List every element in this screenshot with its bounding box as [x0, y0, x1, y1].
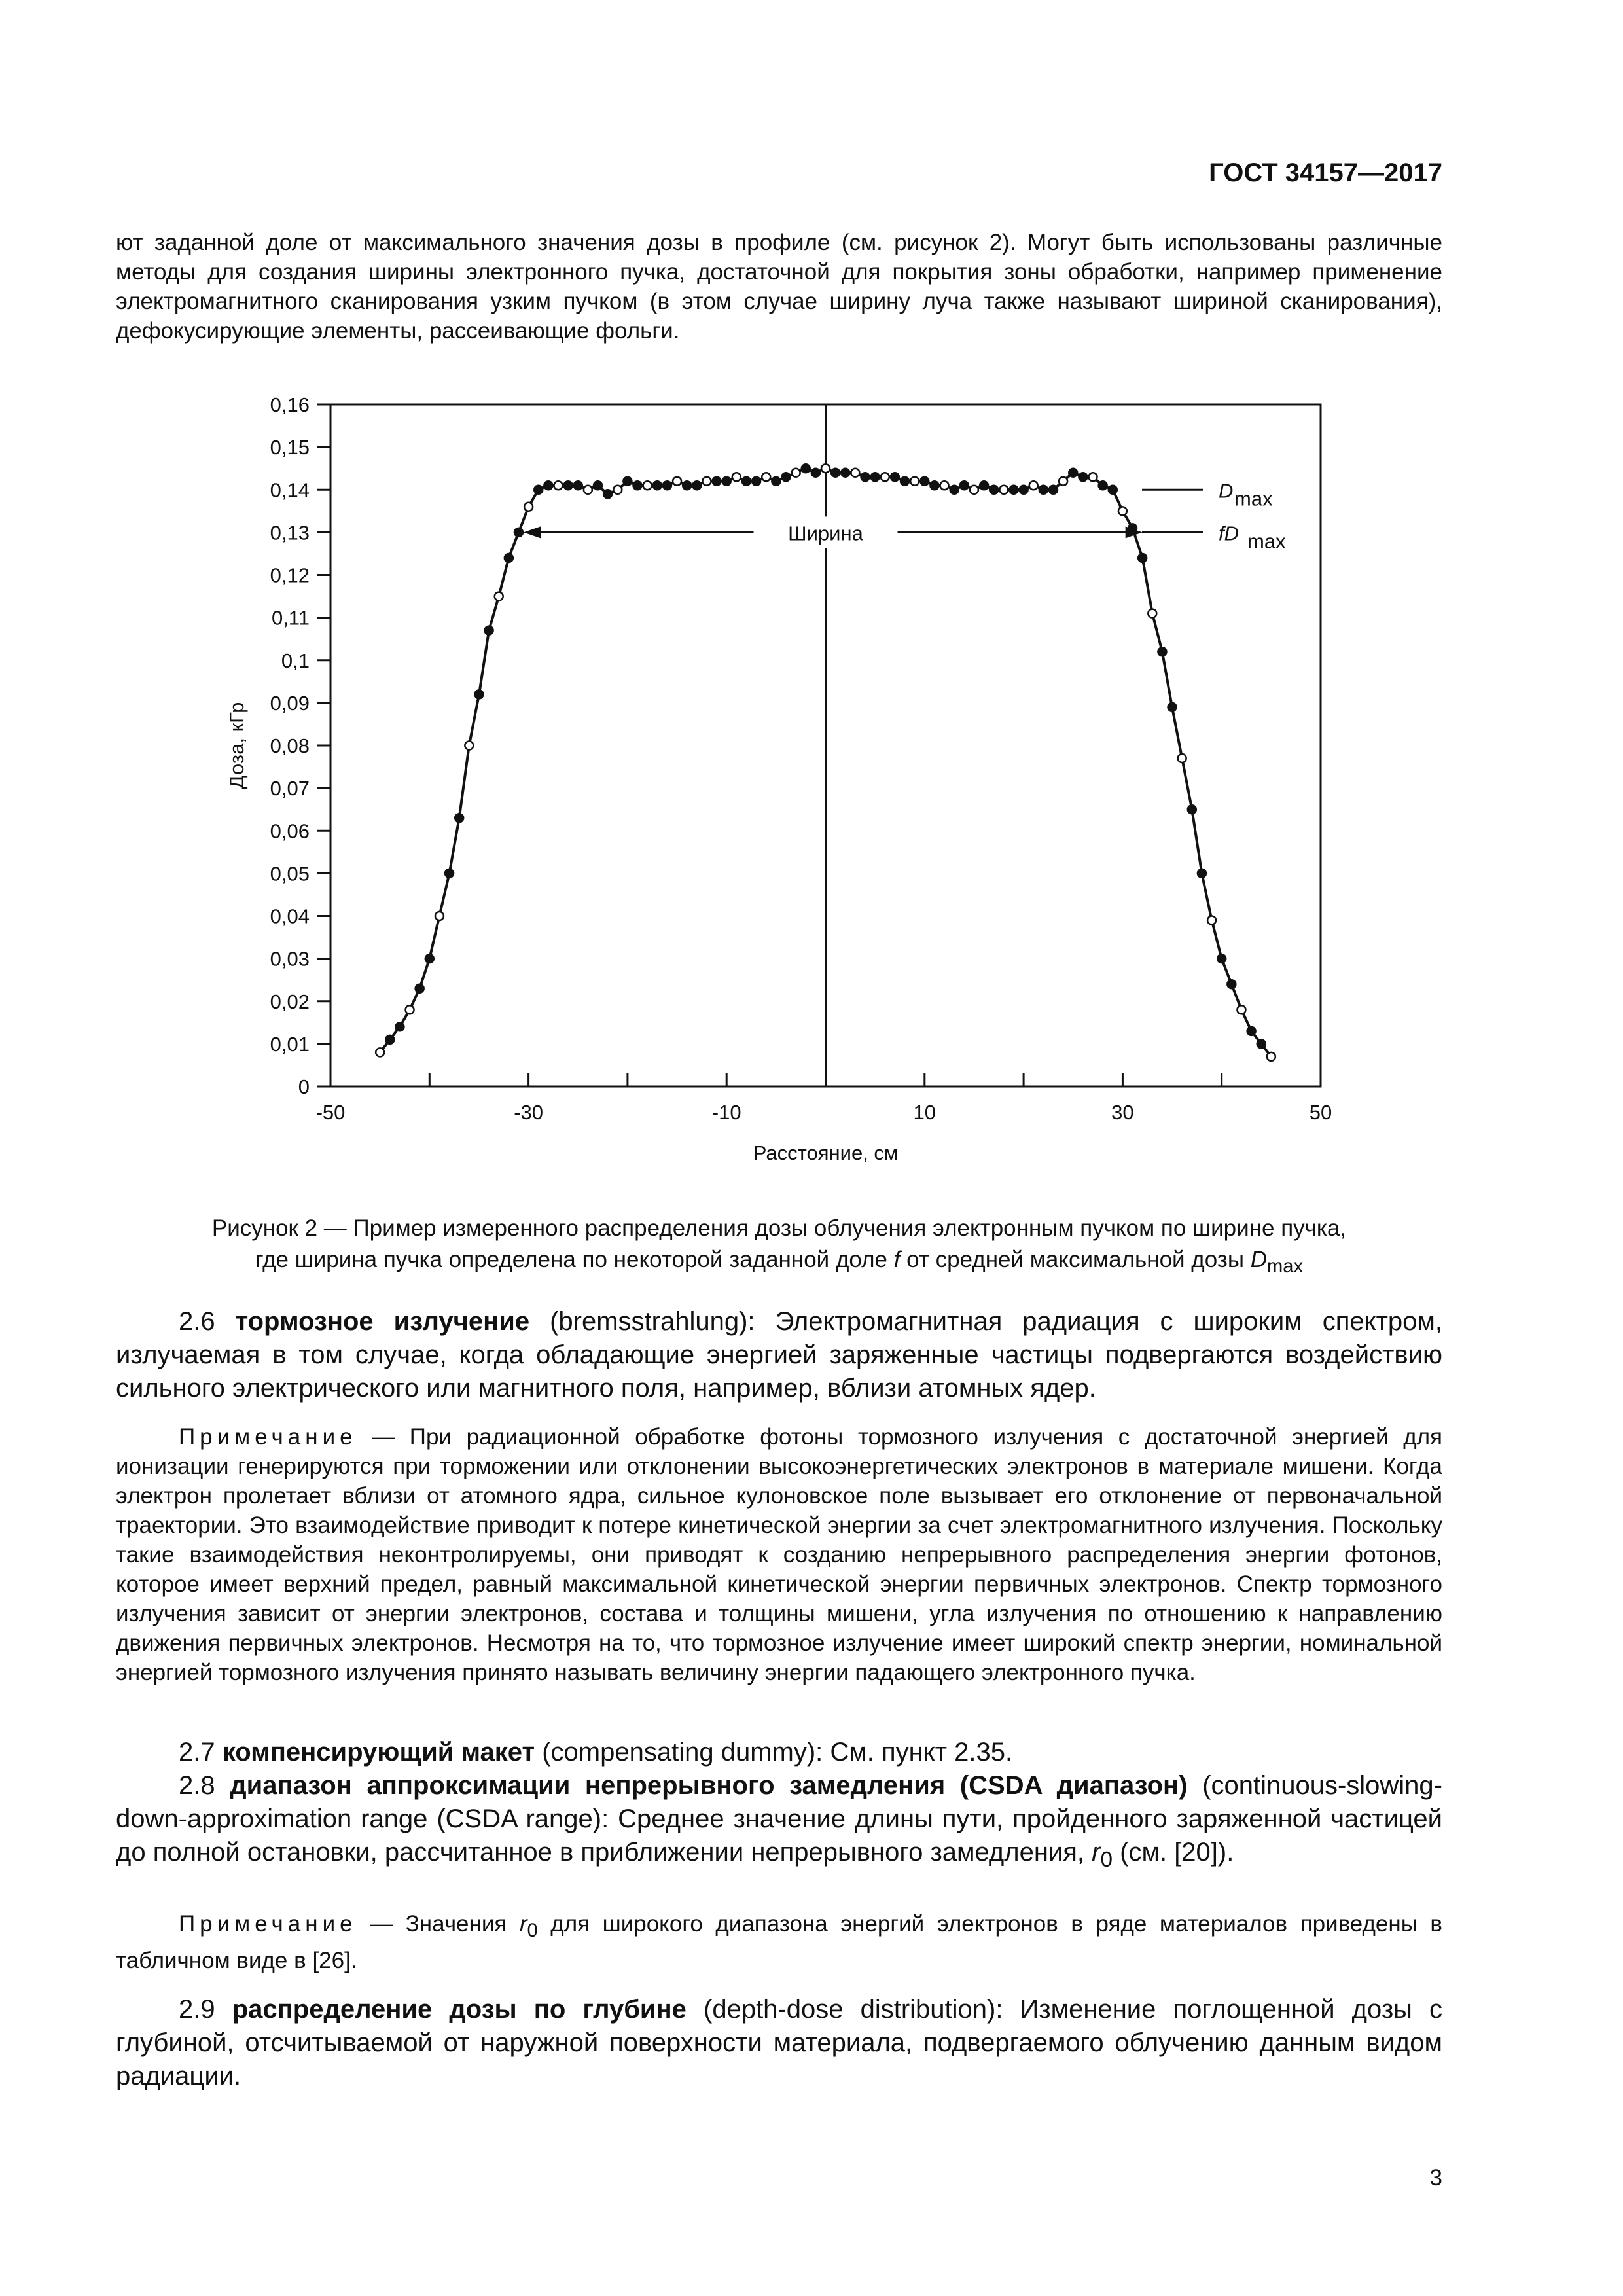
data-point — [465, 742, 473, 750]
data-point — [881, 473, 889, 481]
data-point — [742, 477, 751, 486]
section-number: 2.6 — [179, 1307, 215, 1336]
note-2 — [116, 1909, 1442, 1975]
note-text-a: — Значения — [357, 1911, 520, 1937]
caption-d: D — [1250, 1247, 1268, 1272]
data-point — [425, 954, 434, 963]
intro-paragraph: ют заданной доле от максимального значения дозы в профиле (см. рисунок 2). Могут быть использованы различные методы для создания ширины электронного пучка, достаточной для покрытия зоны обработки, например применение электромагнитного сканирования узким пучком (в этом случае ширину луча также называют шириной сканирования), дефокусирующие элементы, рассеивающие фольги. — [116, 230, 1442, 344]
data-point — [1227, 980, 1236, 988]
caption-text-b: от средней максимальной дозы — [900, 1247, 1251, 1272]
section-2-7 — [116, 1736, 1442, 1769]
y-tick-label: 0,11 — [271, 606, 310, 630]
data-point — [1069, 469, 1077, 477]
data-point — [485, 626, 493, 635]
definition: (depth-dose distribution): Изменение поглощенной дозы с глубиной, отсчитываемой от наружной поверхности материала, подвергаемого облучению данным видом радиации. — [116, 1995, 1442, 2090]
data-point — [1109, 486, 1117, 494]
data-point — [1198, 869, 1206, 878]
definition: (compensating dummy): См. пункт 2.35. — [535, 1738, 1013, 1767]
legend-label-sub: max — [1234, 487, 1273, 511]
data-point — [802, 464, 810, 473]
data-point — [495, 592, 503, 601]
data-point — [861, 473, 870, 481]
y-tick-label: 0,05 — [270, 862, 310, 886]
data-point — [891, 473, 899, 481]
data-point — [762, 473, 770, 481]
data-point — [713, 477, 721, 486]
data-point — [930, 481, 938, 490]
data-point — [554, 481, 562, 490]
section-2-9 — [116, 1993, 1442, 2093]
term: распределение дозы по глубине — [232, 1995, 687, 2024]
data-point — [722, 477, 731, 486]
arrowhead-left — [524, 526, 541, 538]
y-tick-label: 0,09 — [270, 691, 310, 715]
data-point — [603, 490, 612, 498]
data-point — [584, 486, 592, 494]
term: компенсирующий макет — [222, 1738, 535, 1767]
definition: (bremsstrahlung): Электромагнитная радиация с широким спектром, излучаемая в том случае, когда обладающие энергией заряженные частицы подвергаются воздействию сильного электрического или магнитного поля, например, вблизи атомных ядер. — [116, 1307, 1442, 1403]
data-point — [692, 481, 701, 490]
definition-tail: (см. [20]). — [1113, 1838, 1234, 1867]
data-point — [1099, 481, 1107, 490]
y-tick-label: 0,12 — [270, 564, 310, 587]
legend-label: D — [1219, 479, 1234, 503]
data-point — [851, 469, 859, 477]
data-point — [772, 477, 780, 486]
data-point — [1148, 609, 1156, 618]
symbol-r: r — [519, 1911, 527, 1937]
data-point — [544, 481, 552, 490]
document-code: ГОСТ 34157—2017 — [1209, 158, 1442, 187]
data-point — [821, 464, 830, 473]
data-point — [564, 481, 573, 490]
note-1 — [116, 1422, 1442, 1687]
data-point — [1207, 916, 1216, 925]
data-point — [970, 486, 978, 494]
data-point — [623, 477, 632, 486]
caption-line-1: Рисунок 2 — Пример измеренного распределения дозы облучения электронным пучком по ширине пучка, — [211, 1215, 1347, 1241]
data-point — [673, 477, 681, 486]
section-2-6 — [116, 1305, 1442, 1405]
data-point — [663, 481, 671, 490]
note-label: Примечание — [179, 1424, 357, 1450]
data-point — [435, 912, 444, 920]
symbol-r-sub: 0 — [527, 1920, 538, 1941]
width-label: Ширина — [788, 522, 863, 545]
data-point — [1267, 1052, 1275, 1061]
data-point — [376, 1048, 384, 1056]
data-point — [1089, 473, 1097, 481]
y-tick-label: 0,04 — [270, 905, 310, 928]
data-point — [1178, 754, 1186, 762]
data-point — [990, 486, 998, 494]
y-tick-label: 0,08 — [270, 734, 310, 757]
y-tick-label: 0,15 — [270, 436, 310, 459]
data-point — [1188, 805, 1196, 814]
y-tick-label: 0,03 — [270, 947, 310, 971]
y-tick-label: 0 — [298, 1075, 310, 1098]
data-point — [1009, 486, 1018, 494]
data-point — [613, 486, 622, 494]
data-point — [752, 477, 760, 486]
data-point — [1128, 524, 1137, 532]
section-2-8 — [116, 1769, 1442, 1876]
data-point — [980, 481, 988, 490]
data-point — [524, 503, 533, 511]
data-point — [395, 1022, 404, 1031]
data-point — [653, 481, 662, 490]
data-point — [1217, 954, 1226, 963]
data-point — [910, 477, 919, 486]
note-label: Примечание — [179, 1911, 357, 1937]
x-tick-label: -30 — [514, 1101, 544, 1124]
data-point — [950, 486, 959, 494]
data-point — [385, 1035, 394, 1044]
data-point — [1257, 1039, 1266, 1048]
symbol-r-sub: 0 — [1100, 1848, 1113, 1872]
data-point — [1237, 1005, 1245, 1014]
term: тормозное излучение — [235, 1307, 530, 1336]
data-point — [574, 481, 582, 490]
data-point — [514, 528, 523, 537]
data-point — [683, 481, 691, 490]
data-point — [1020, 486, 1028, 494]
figure-caption — [116, 1213, 1442, 1282]
data-point — [702, 477, 711, 486]
data-point — [534, 486, 543, 494]
caption-f: f — [893, 1247, 901, 1272]
data-point — [1138, 554, 1147, 562]
x-tick-label: 50 — [1309, 1101, 1332, 1124]
y-tick-label: 0,13 — [270, 521, 310, 545]
y-tick-label: 0,01 — [270, 1032, 310, 1056]
data-point — [406, 1005, 414, 1014]
y-tick-label: 0,02 — [270, 990, 310, 1013]
x-tick-label: 30 — [1111, 1101, 1134, 1124]
data-point — [1059, 477, 1067, 486]
x-tick-label: -10 — [711, 1101, 741, 1124]
data-point — [505, 554, 513, 562]
data-point — [1039, 486, 1048, 494]
term: диапазон аппроксимации непрерывного замедления (CSDA диапазон) — [230, 1771, 1188, 1800]
data-point — [1118, 507, 1127, 515]
data-point — [643, 481, 652, 490]
data-point — [594, 481, 602, 490]
data-point — [633, 481, 642, 490]
data-point — [781, 473, 790, 481]
x-axis-label: Расстояние, см — [753, 1141, 899, 1164]
caption-line-2 — [116, 1244, 1442, 1282]
data-point — [416, 984, 424, 993]
data-point — [841, 469, 849, 477]
data-point — [1049, 486, 1058, 494]
data-point — [732, 473, 741, 481]
y-tick-label: 0,06 — [270, 819, 310, 843]
data-point — [474, 690, 483, 698]
y-tick-label: 0,16 — [270, 393, 310, 416]
data-point — [831, 469, 840, 477]
y-tick-label: 0,1 — [281, 649, 310, 672]
note-text: — При радиационной обработке фотоны тормозного излучения с достаточной энергией для ионизации генерируются при торможении или отклонении высокоэнергетических электронов в материале мишени. Когда электрон пролетает вблизи от атомного ядра, сильное кулоновское поле вызывает его отклонение от первоначальной траектории. Это взаимодействие приводит к потере кинетической энергии за счет электромагнитного излучения. Поскольку такие взаимодействия неконтролируемы, они приводят к созданию непрерывного распределения энергии фотонов, которое имеет верхний предел, равный максимальной кинетической энергии первичных электронов. Спектр тормозного излучения зависит от энергии электронов, состава и толщины мишени, угла излучения по отношению к направлению движения первичных электронов. Несмотря на то, что тормозное излучение имеет широкий спектр энергии, номинальной энергией тормозного излучения принято называть величину энергии падающего электронного пучка. — [116, 1424, 1442, 1685]
data-point — [871, 473, 880, 481]
data-point — [960, 481, 969, 490]
caption-text-a: где ширина пучка определена по некоторой заданной доле — [255, 1247, 894, 1272]
legend-label: fD — [1219, 522, 1239, 545]
section-number: 2.7 — [179, 1738, 215, 1767]
data-point — [812, 469, 820, 477]
data-point — [1079, 473, 1087, 481]
caption-sub: max — [1267, 1256, 1304, 1277]
definition: (continuous-slowing-down-approximation range (CSDA range): Среднее значение длины пути, пройденного заряженной частицей до полной остановки, рассчитанное в приближении непрерывного замедления, — [116, 1771, 1442, 1867]
data-point — [920, 477, 929, 486]
data-point — [1158, 647, 1166, 656]
section-number: 2.8 — [179, 1771, 215, 1800]
data-point — [792, 469, 800, 477]
data-point — [901, 477, 909, 486]
y-tick-label: 0,07 — [270, 777, 310, 800]
y-axis-label: Доза, кГр — [225, 702, 248, 789]
x-tick-label: -50 — [315, 1101, 346, 1124]
data-point — [1247, 1027, 1256, 1035]
x-tick-label: 10 — [913, 1101, 936, 1124]
data-point — [1168, 703, 1177, 711]
y-tick-label: 0,14 — [270, 478, 310, 502]
data-point — [999, 486, 1008, 494]
section-number: 2.9 — [179, 1995, 215, 2024]
page-number: 3 — [1429, 2165, 1442, 2191]
data-point — [455, 814, 463, 822]
data-point — [940, 481, 949, 490]
symbol-r: r — [1092, 1838, 1101, 1867]
legend-label-sub: max — [1247, 529, 1286, 553]
note-text-b: для широкого диапазона энергий электронов в ряде материалов приведены в табличном виде в [26]. — [116, 1911, 1443, 1973]
data-point — [445, 869, 454, 878]
data-point — [1029, 481, 1038, 490]
